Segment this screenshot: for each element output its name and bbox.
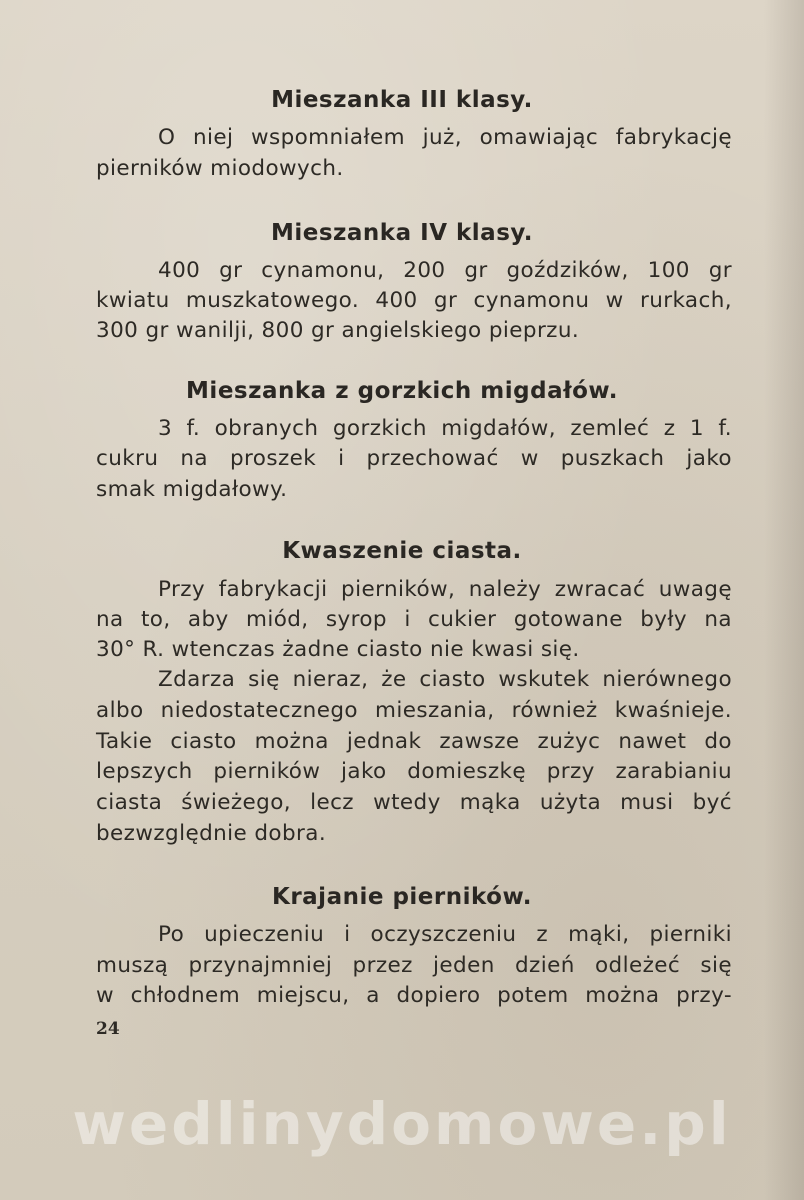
paragraph-line: smak migdałowy. [96,477,288,502]
page-number: 24 [96,1019,120,1039]
paragraph-line: 30° R. wtenczas żadne ciasto nie kwasi się. [96,637,580,662]
paragraph-line: lepszych pierników jako domieszkę przy zarabianiu [96,759,732,784]
paragraph-line: Po upieczeniu i oczyszczeniu z mąki, pierniki [158,922,732,947]
watermark: wedlinydomowe.pl [72,1090,732,1158]
section-heading-mieszanka-iii: Mieszanka III klasy. [271,87,533,113]
paragraph-line: pierników miodowych. [96,156,344,181]
paragraph-line: muszą przynajmniej przez jeden dzień odleżeć się [96,953,732,978]
paragraph-line: na to, aby miód, syrop i cukier gotowane były na [96,607,732,632]
paragraph-line: albo niedostatecznego mieszania, również kwaśnieje. [96,698,732,723]
paragraph-line: cukru na proszek i przechować w puszkach jako [96,446,732,471]
paragraph-line: Zdarza się nieraz, że ciasto wskutek nierównego [158,667,732,692]
page-edge-shadow [764,0,804,1200]
paragraph-line: O niej wspomniałem już, omawiając fabrykację [158,125,732,150]
section-heading-mieszanka-iv: Mieszanka IV klasy. [270,220,534,246]
paragraph-line: kwiatu muszkatowego. 400 gr cynamonu w rurkach, [96,288,732,313]
paragraph-line: Przy fabrykacji pierników, należy zwracać uwagę [158,577,732,602]
section-heading-krajanie-piernikow: Krajanie pierników. [272,884,532,910]
section-heading-kwaszenie-ciasta: Kwaszenie ciasta. [282,538,522,564]
paragraph-line: 3 f. obranych gorzkich migdałów, zemleć z 1 f. [158,416,732,441]
paragraph-line: ciasta świeżego, lecz wtedy mąka użyta musi być [96,790,732,815]
paragraph-line: 300 gr wanilji, 800 gr angielskiego pieprzu. [96,318,580,343]
paragraph-line: Takie ciasto można jednak zawsze zużyc nawet do [96,729,732,754]
section-heading-gorzkie-migdaly: Mieszanka z gorzkich migdałów. [186,378,618,404]
paragraph-line: bezwzględnie dobra. [96,821,327,846]
paragraph-line: w chłodnem miejscu, a dopiero potem można przy- [96,983,732,1008]
paragraph-line: 400 gr cynamonu, 200 gr goździków, 100 gr [158,258,732,283]
